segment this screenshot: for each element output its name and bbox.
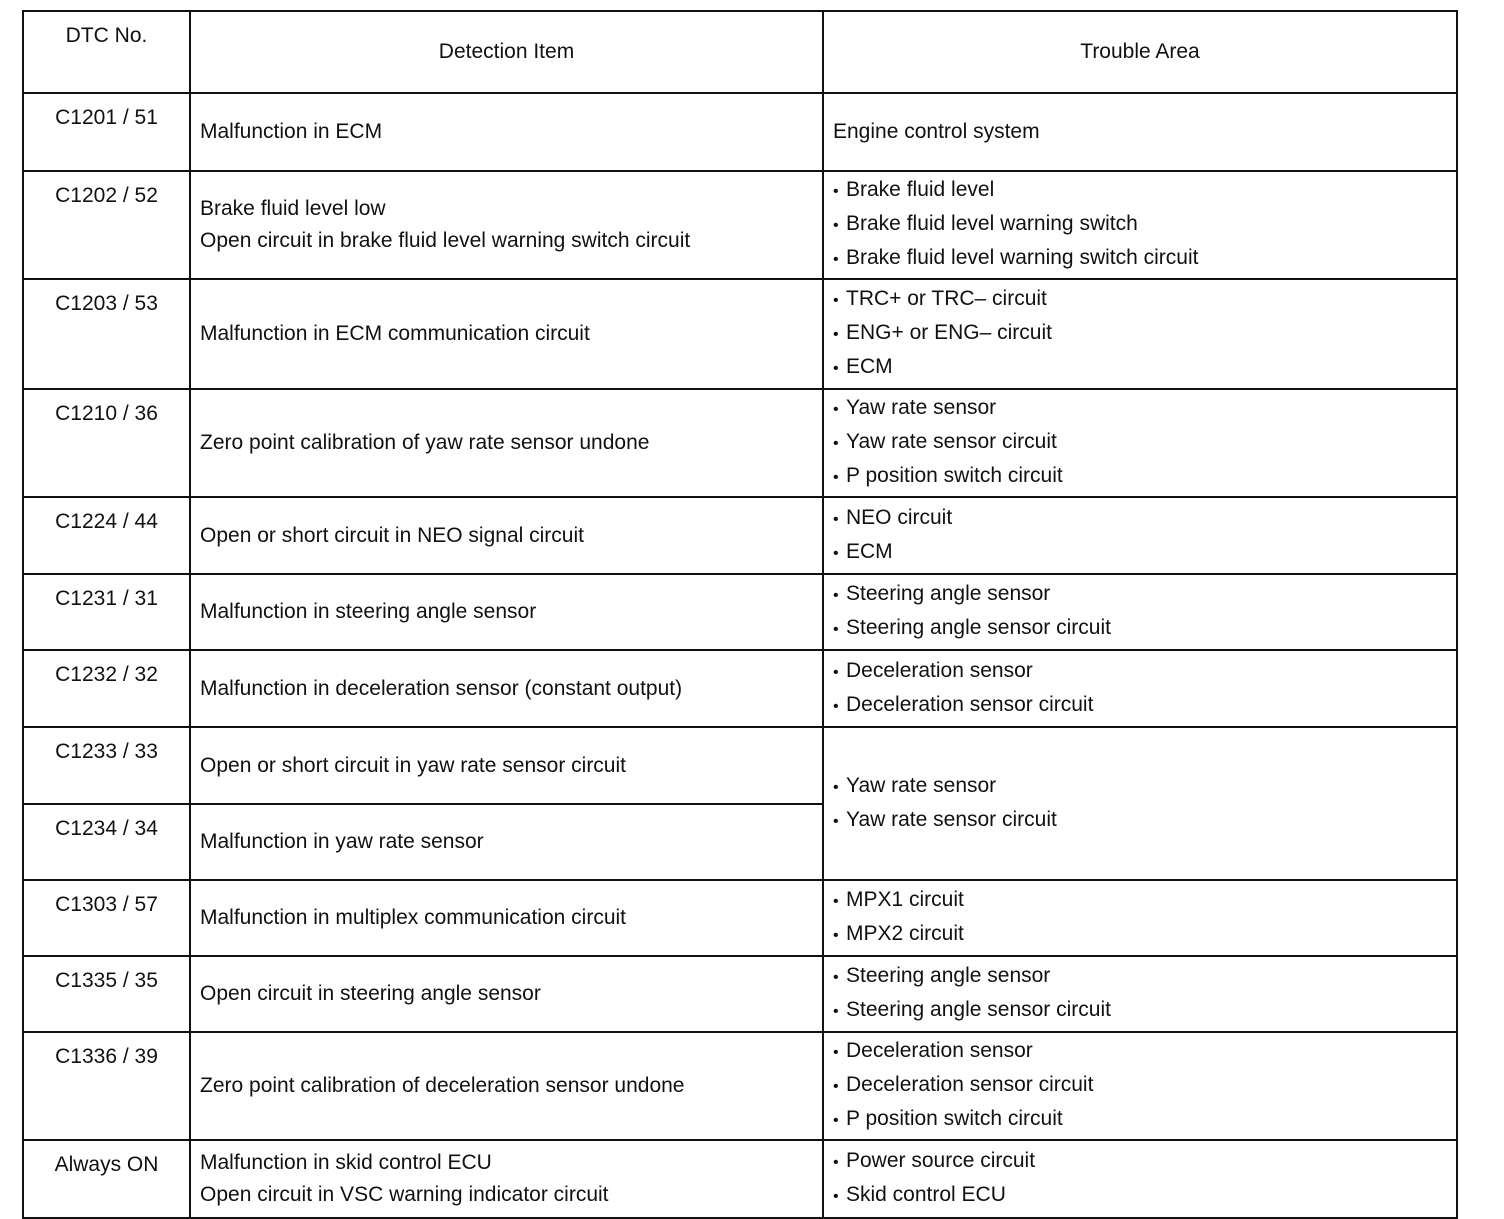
detection-item [190,650,823,727]
dtc-number: C1335 / 35 [23,956,190,1032]
dtc-number: C1210 / 36 [23,389,190,497]
trouble-area-list [833,884,1456,952]
detection-item [190,93,823,171]
trouble-area-item: • Steering angle sensor [833,578,1456,612]
trouble-area-item: • P position switch circuit [833,1103,1456,1137]
trouble-area [823,279,1457,389]
trouble-area [823,574,1457,650]
header-dtc-no: DTC No. [23,11,190,93]
header-detection-item: Detection Item [190,11,823,93]
detection-item-line: Malfunction in ECM [200,120,383,143]
trouble-area-list [833,1145,1456,1213]
detection-item [190,497,823,574]
trouble-area-item: • Yaw rate sensor [833,392,1456,426]
trouble-area-list [833,578,1456,646]
detection-item [190,171,823,279]
table-row [23,497,1457,574]
trouble-area-item: • Brake fluid level [833,174,1456,208]
dtc-number: C1201 / 51 [23,93,190,171]
detection-item-line: Zero point calibration of deceleration sensor undone [200,1074,685,1097]
trouble-area-list [833,283,1456,385]
trouble-area-item: • Deceleration sensor circuit [833,689,1456,723]
table-row [23,389,1457,497]
detection-item [190,574,823,650]
detection-item-line: Malfunction in ECM communication circuit [200,322,590,345]
trouble-area-item: • Yaw rate sensor [833,770,1456,804]
trouble-area-item: • Deceleration sensor [833,1035,1456,1069]
table-row [23,1140,1457,1218]
detection-item [190,956,823,1032]
trouble-area-item: • MPX1 circuit [833,884,1456,918]
table-row [23,1032,1457,1140]
detection-item-line: Malfunction in skid control ECU [200,1151,492,1174]
header-trouble-area: Trouble Area [823,11,1457,93]
trouble-area-item: • Yaw rate sensor circuit [833,426,1456,460]
trouble-area [823,880,1457,956]
dtc-table [22,10,1458,1219]
trouble-area-item: • ENG+ or ENG– circuit [833,317,1456,351]
table-row [23,650,1457,727]
table-row [23,171,1457,279]
dtc-number: C1231 / 31 [23,574,190,650]
trouble-area-item: • Deceleration sensor circuit [833,1069,1456,1103]
trouble-area [823,650,1457,727]
dtc-number: Always ON [23,1140,190,1218]
detection-item [190,279,823,389]
table-row [23,93,1457,171]
detection-item [190,880,823,956]
trouble-area [823,171,1457,279]
trouble-area [823,389,1457,497]
detection-item [190,727,823,804]
trouble-area-item: • Power source circuit [833,1145,1456,1179]
trouble-area-list [833,1035,1456,1137]
dtc-number: C1203 / 53 [23,279,190,389]
trouble-area-item: • Deceleration sensor [833,655,1456,689]
trouble-area-list [833,960,1456,1028]
trouble-area-item: • Yaw rate sensor circuit [833,804,1456,838]
detection-item-line: Open circuit in brake fluid level warning switch circuit [200,229,691,252]
detection-item-line: Zero point calibration of yaw rate sensor undone [200,431,650,454]
trouble-area-list [833,655,1456,723]
detection-item-line: Open or short circuit in yaw rate sensor circuit [200,753,626,777]
trouble-area [823,1032,1457,1140]
detection-item [190,1140,823,1218]
table-row [23,727,1457,804]
detection-item-line: Open or short circuit in NEO signal circuit [200,523,584,547]
trouble-area-list [833,770,1456,838]
dtc-number: C1233 / 33 [23,727,190,804]
detection-item-line: Open circuit in VSC warning indicator circuit [200,1183,609,1206]
trouble-area-item: • Steering angle sensor circuit [833,612,1456,646]
table-row [23,956,1457,1032]
trouble-area-list [833,392,1456,494]
trouble-area-item: • P position switch circuit [833,460,1456,494]
dtc-number: C1224 / 44 [23,497,190,574]
table-body [23,93,1457,1218]
trouble-area-item: • TRC+ or TRC– circuit [833,283,1456,317]
table-row [23,279,1457,389]
trouble-area-list [833,502,1456,570]
table-row [23,574,1457,650]
detection-item-line: Malfunction in multiplex communication circuit [200,906,626,929]
trouble-area [823,1140,1457,1218]
trouble-area-item: • Steering angle sensor [833,960,1456,994]
trouble-area-item: • Steering angle sensor circuit [833,994,1456,1028]
dtc-number: C1303 / 57 [23,880,190,956]
detection-item [190,804,823,880]
trouble-area-item: • MPX2 circuit [833,918,1456,952]
trouble-area-text: Engine control system [833,120,1040,143]
trouble-area [823,956,1457,1032]
trouble-area-list [833,174,1456,276]
detection-item [190,389,823,497]
trouble-area-item: • Brake fluid level warning switch [833,208,1456,242]
trouble-area-item: • Brake fluid level warning switch circuit [833,242,1456,276]
trouble-area-item: • Skid control ECU [833,1179,1456,1213]
detection-item-line: Brake fluid level low [200,197,386,220]
trouble-area-item: • ECM [833,351,1456,385]
trouble-area-item: • ECM [833,536,1456,570]
detection-item [190,1032,823,1140]
dtc-number: C1234 / 34 [23,804,190,880]
detection-item-line: Malfunction in deceleration sensor (constant output) [200,676,683,700]
detection-item-line: Open circuit in steering angle sensor [200,982,541,1005]
trouble-area [823,497,1457,574]
header-row [23,11,1457,93]
trouble-area [823,93,1457,171]
detection-item-line: Malfunction in yaw rate sensor [200,830,484,853]
dtc-number: C1232 / 32 [23,650,190,727]
table-row [23,880,1457,956]
dtc-number: C1336 / 39 [23,1032,190,1140]
detection-item-line: Malfunction in steering angle sensor [200,600,537,623]
trouble-area [823,727,1457,880]
trouble-area-item: • NEO circuit [833,502,1456,536]
dtc-number: C1202 / 52 [23,171,190,279]
